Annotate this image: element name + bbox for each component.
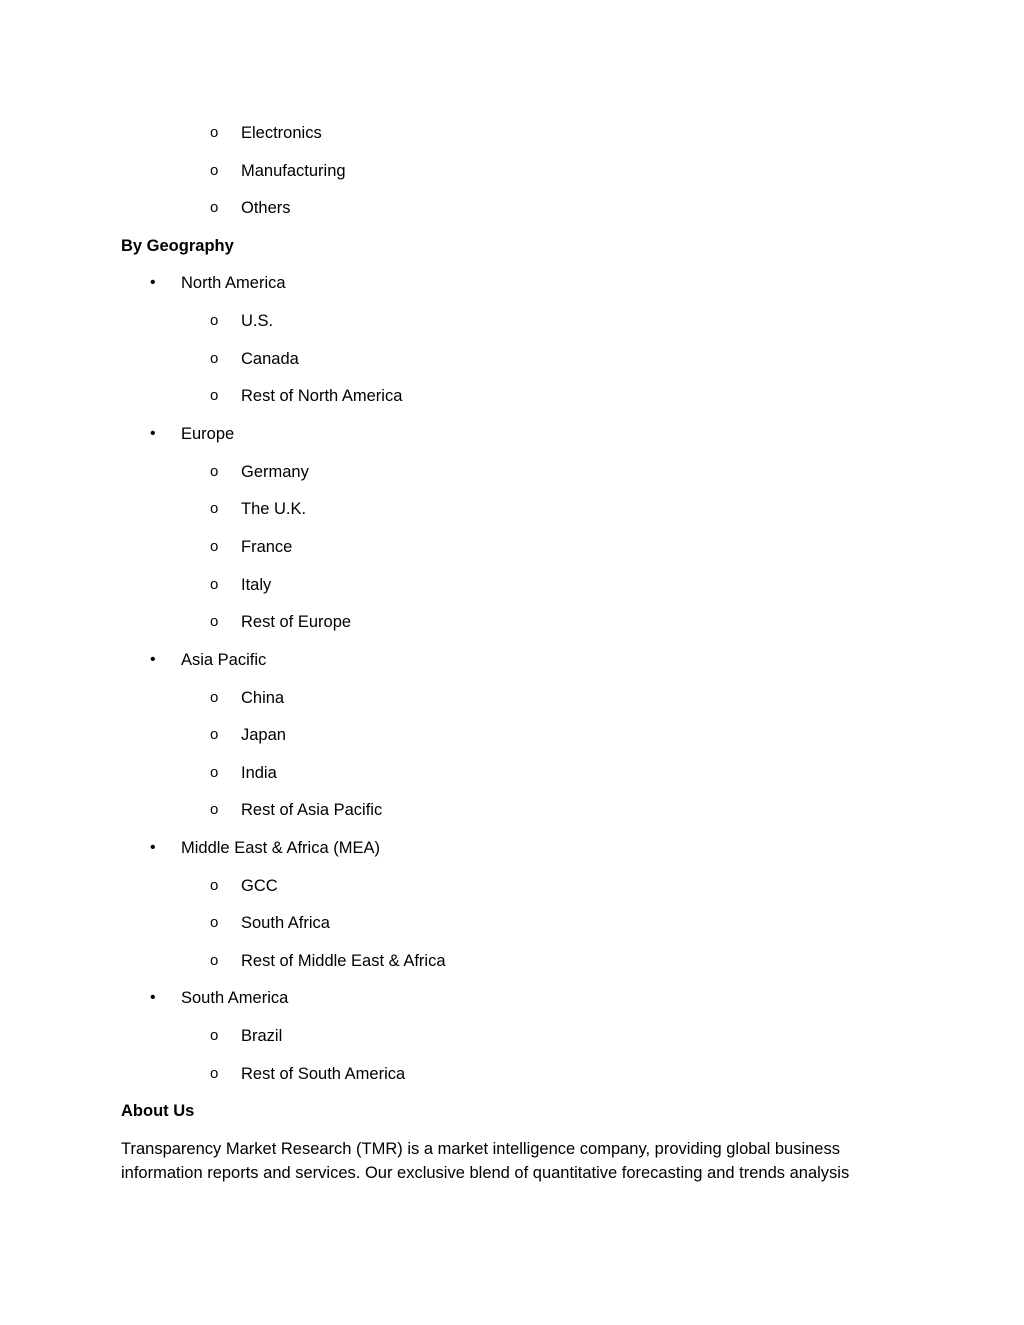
list-item-label: Others xyxy=(241,199,291,217)
about-line-2: information reports and services. Our exclusive blend of quantitative forecasting and trends analysis xyxy=(121,1164,850,1182)
sub-bullet-marker: o xyxy=(210,877,219,894)
sub-bullet-marker: o xyxy=(210,576,219,593)
country-label: Rest of Europe xyxy=(241,613,352,631)
region-label: Asia Pacific xyxy=(181,651,267,669)
sub-bullet-marker: o xyxy=(210,689,219,706)
section-heading-geography: By Geography xyxy=(121,237,234,255)
sub-bullet-marker: o xyxy=(210,1065,219,1082)
sub-bullet-marker: o xyxy=(210,726,219,743)
country-label: Rest of South America xyxy=(241,1065,406,1083)
country-label: Brazil xyxy=(241,1027,283,1045)
bullet-marker: • xyxy=(150,651,156,668)
sub-bullet-marker: o xyxy=(210,162,219,179)
bullet-marker: • xyxy=(150,425,156,442)
country-label: Italy xyxy=(241,576,272,594)
region-label: South America xyxy=(181,989,289,1007)
list-item-label: Manufacturing xyxy=(241,162,346,180)
country-label: Rest of North America xyxy=(241,387,403,405)
sub-bullet-marker: o xyxy=(210,1027,219,1044)
sub-bullet-marker: o xyxy=(210,613,219,630)
region-label: Middle East & Africa (MEA) xyxy=(181,839,380,857)
sub-bullet-marker: o xyxy=(210,124,219,141)
country-label: Rest of Asia Pacific xyxy=(241,801,383,819)
list-item-label: Electronics xyxy=(241,124,322,142)
region-label: Europe xyxy=(181,425,235,443)
about-paragraph xyxy=(121,1137,921,1185)
region-label: North America xyxy=(181,274,286,292)
country-label: India xyxy=(241,764,277,782)
country-label: GCC xyxy=(241,877,278,895)
country-label: China xyxy=(241,689,285,707)
country-label: Germany xyxy=(241,463,309,481)
sub-bullet-marker: o xyxy=(210,350,219,367)
sub-bullet-marker: o xyxy=(210,199,219,216)
country-label: Japan xyxy=(241,726,286,744)
country-label: South Africa xyxy=(241,914,330,932)
bullet-marker: • xyxy=(150,989,156,1006)
country-label: Canada xyxy=(241,350,299,368)
sub-bullet-marker: o xyxy=(210,500,219,517)
sub-bullet-marker: o xyxy=(210,312,219,329)
sub-bullet-marker: o xyxy=(210,952,219,969)
sub-bullet-marker: o xyxy=(210,764,219,781)
section-heading-about: About Us xyxy=(121,1102,195,1120)
country-label: U.S. xyxy=(241,312,274,330)
country-label: The U.K. xyxy=(241,500,307,518)
bullet-marker: • xyxy=(150,839,156,856)
country-label: Rest of Middle East & Africa xyxy=(241,952,446,970)
sub-bullet-marker: o xyxy=(210,463,219,480)
sub-bullet-marker: o xyxy=(210,801,219,818)
country-label: France xyxy=(241,538,293,556)
sub-bullet-marker: o xyxy=(210,387,219,404)
bullet-marker: • xyxy=(150,274,156,291)
sub-bullet-marker: o xyxy=(210,538,219,555)
about-line-1: Transparency Market Research (TMR) is a market intelligence company, providing global business xyxy=(121,1140,840,1158)
sub-bullet-marker: o xyxy=(210,914,219,931)
